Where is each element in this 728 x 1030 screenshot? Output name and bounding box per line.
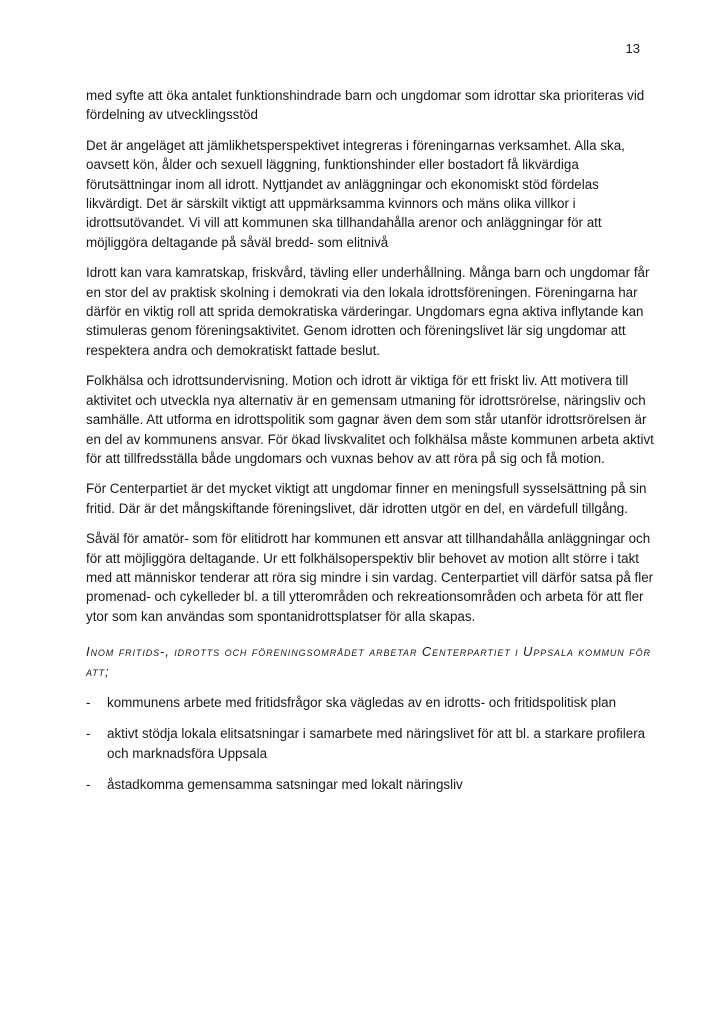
- paragraph-jamlikhet: Det är angeläget att jämlikhetsperspektivet integreras i föreningarnas verksamhet. Alla ska, oavsett kön, ålder och sexuell läggning, funktionshinder eller bostadort få likvärdiga förutsättningar inom all idrott. Nyttjandet av anläggningar och ekonomiskt stöd fördelas likvärdigt. Det är särskilt viktigt att uppmärksamma kvinnors och mäns olika villkor i idrottsutövandet. Vi vill att kommunen ska tillhandahålla arenor och anläggningar för att möjliggöra deltagande på såväl bredd- som elitnivå: [86, 137, 625, 250]
- dash-bullet: -: [86, 777, 91, 793]
- section-heading: Inom fritids-, idrotts och föreningsområdet arbetar Centerpartiet i Uppsala kommun för att;: [86, 644, 651, 679]
- dash-bullet: -: [86, 694, 91, 710]
- paragraph-fritid: För Centerpartiet är det mycket viktigt att ungdomar finner en meningsfull sysselsättning på sin fritid. Där är det mångskiftande föreningslivet, där idrotten utgör en del, en värdefull tillgång.: [86, 481, 647, 516]
- list-item: [86, 775, 656, 794]
- document-body: [86, 86, 656, 807]
- list-item-text: kommunens arbete med fritidsfrågor ska vägledas av en idrotts- och fritidspolitisk plan: [107, 694, 617, 710]
- list-item-text: aktivt stödja lokala elitsatsningar i samarbete med näringslivet för att bl. a starkare profilera och marknadsföra Uppsala: [107, 726, 646, 761]
- list-item-text: åstadkomma gemensamma satsningar med lokalt näringsliv: [107, 777, 463, 793]
- page-number: 13: [625, 41, 640, 56]
- list-item: [86, 693, 656, 712]
- paragraph-anlaggningar: Såväl för amatör- som för elitidrott har kommunen ett ansvar att tillhandahålla anläggningar och för att möjliggöra deltagande. Ur ett folkhälsoperspektiv blir behovet av motion allt större i takt med att människor tenderar att röra sig mindre i sin vardag. Centerpartiet vill därför satsa på fler promenad- och cykelleder bl. a till ytterområden och rekreationsområden och arbeta för att fler ytor som kan användas som spontanidrottsplatser för alla skapas.: [86, 531, 654, 624]
- dash-bullet: -: [86, 726, 91, 742]
- paragraph-demokrati: Idrott kan vara kamratskap, friskvård, tävling eller underhållning. Många barn och ungdomar får en stor del av praktisk skolning i demokrati via den lokala idrottsföreningen. Föreningarna har därför en viktig roll att sprida demokratiska värderingar. Ungdomars egna aktiva inflytande kan stimuleras genom föreningsaktivitet. Genom idrotten och föreningslivet lär sig ungdomar att respektera andra och demokratiskt fattade beslut.: [86, 265, 650, 358]
- paragraph-prioritering: med syfte att öka antalet funktionshindrade barn och ungdomar som idrottar ska prioriteras vid fördelning av utvecklingsstöd: [86, 88, 645, 123]
- paragraph-folkhalsa: Folkhälsa och idrottsundervisning. Motion och idrott är viktiga för ett friskt liv. Att motivera till aktivitet och utveckla nya alternativ är en gemensam utmaning för idrottsrörelse, näringsliv och samhälle. Att utforma en idrottspolitik som gagnar även dem som står utanför idrottsrörelsen är en del av kommunens ansvar. För ökad livskvalitet och folkhälsa måste kommunen arbeta aktivt för att tillfredsställa både ungdomars och vuxnas behov av att röra på sig och få motion.: [86, 373, 654, 466]
- action-list: [86, 693, 656, 795]
- list-item: [86, 724, 656, 763]
